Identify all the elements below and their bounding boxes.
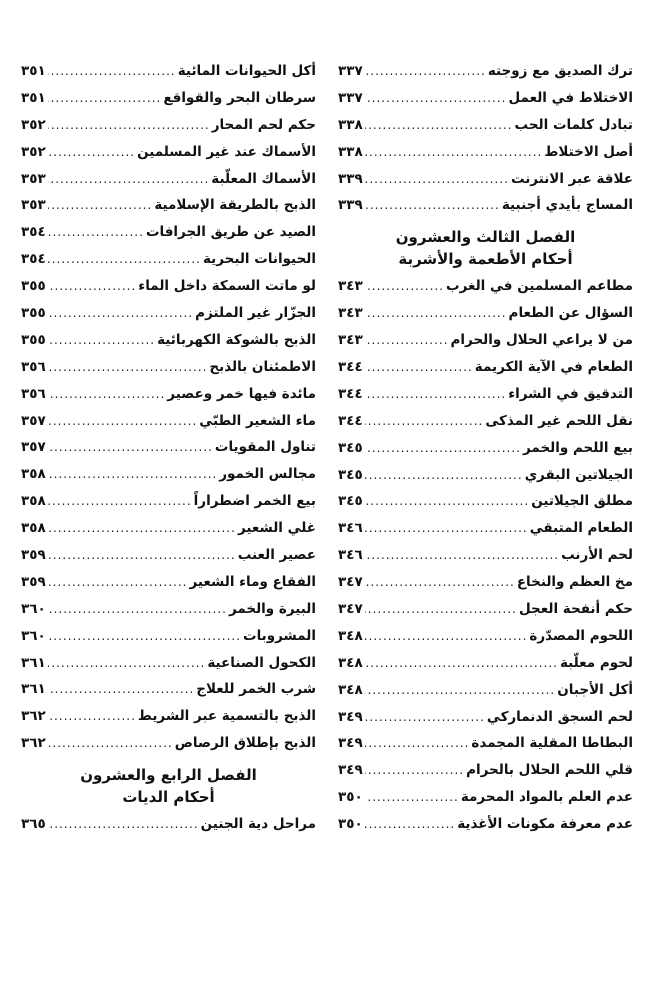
entry-title: الاختلاط في العمل [508, 89, 633, 106]
toc-entry [338, 816, 633, 843]
dot-leader [48, 575, 188, 589]
entry-page-number: ٣٣٧ [338, 89, 363, 106]
entry-title: لحم السجق الدنماركي [486, 708, 633, 725]
toc-entry [338, 682, 633, 709]
toc-entry [21, 628, 316, 655]
toc-column-right [338, 63, 633, 843]
toc-entry [338, 171, 633, 198]
dot-leader [365, 656, 558, 670]
toc-entry [21, 251, 316, 278]
dot-leader [365, 575, 515, 589]
entry-title: الذبح بالطريقة الإسلامية [154, 197, 316, 214]
entry-page-number: ٣٣٩ [338, 197, 363, 214]
dot-leader [365, 790, 459, 804]
entry-title: قلي اللحم الحلال بالحرام [466, 762, 633, 779]
dot-leader [48, 656, 206, 670]
toc-entry [338, 574, 633, 601]
entry-page-number: ٣٦٢ [21, 708, 46, 725]
toc-entry [21, 493, 316, 520]
dot-leader [365, 521, 528, 535]
toc-entry [21, 90, 316, 117]
toc-entry [338, 547, 633, 574]
toc-entry [338, 520, 633, 547]
dot-leader [365, 736, 470, 750]
toc-entry [338, 90, 633, 117]
toc-entry [338, 359, 633, 386]
entry-page-number: ٣٥٨ [21, 520, 46, 537]
toc-entry [21, 439, 316, 466]
dot-leader [48, 64, 176, 78]
dot-leader [365, 414, 484, 428]
dot-leader [48, 629, 241, 643]
entry-title: من لا يراعي الحلال والحرام [450, 332, 633, 349]
dot-leader [48, 172, 210, 186]
entry-page-number: ٣٥٤ [21, 224, 46, 241]
dot-leader [48, 306, 193, 320]
entry-page-number: ٣٥٢ [21, 143, 46, 160]
toc-entry [338, 735, 633, 762]
entry-page-number: ٣٤٦ [338, 547, 363, 564]
entry-title: أكل الحيوانات المائية [177, 63, 316, 79]
toc-entry [338, 601, 633, 628]
toc-entry [338, 386, 633, 413]
toc-entry [21, 574, 316, 601]
dot-leader [48, 709, 136, 723]
entry-page-number: ٣٤٦ [338, 520, 363, 537]
entry-page-number: ٣٤٣ [338, 278, 363, 295]
entry-title: غلي الشعير [237, 520, 316, 537]
entry-title: اللحوم المصدّرة [529, 627, 633, 644]
dot-leader [365, 817, 456, 831]
toc-list [21, 816, 316, 843]
toc-entry [21, 520, 316, 547]
chapter-heading: الفصل الثالث والعشرون [395, 228, 576, 247]
dot-leader [48, 145, 135, 159]
toc-entry [21, 547, 316, 574]
entry-page-number: ٣٥٠ [338, 816, 363, 833]
dot-leader [48, 494, 192, 508]
toc-entry [338, 467, 633, 494]
entry-title: المشروبات [243, 627, 316, 644]
dot-leader [48, 817, 199, 831]
toc-entry [338, 144, 633, 171]
entry-page-number: ٣٥٧ [21, 439, 46, 456]
dot-leader [48, 198, 153, 212]
entry-title: الفقاع وماء الشعير [189, 573, 316, 590]
dot-leader [365, 468, 523, 482]
entry-title: الاطمئنان بالذبح [209, 358, 316, 375]
toc-list [21, 63, 316, 762]
dot-leader [365, 145, 543, 159]
dot-leader [48, 414, 198, 428]
entry-title: بيع الخمر اضطراراً [193, 493, 316, 510]
entry-title: أكل الأجبان [557, 681, 633, 698]
dot-leader [365, 306, 507, 320]
entry-page-number: ٣٤٩ [338, 762, 363, 779]
entry-page-number: ٣٤٧ [338, 601, 363, 618]
entry-title: الطعام في الآية الكريمة [474, 359, 633, 376]
toc-entry [338, 413, 633, 440]
toc-entry [21, 466, 316, 493]
toc-entry [338, 440, 633, 467]
entry-page-number: ٣٤٨ [338, 681, 363, 698]
toc-entry [338, 789, 633, 816]
dot-leader [365, 548, 559, 562]
dot-leader [48, 225, 144, 239]
chapter-subtitle: أحكام الديات [122, 788, 215, 807]
entry-page-number: ٣٥٩ [21, 573, 46, 590]
chapter-subtitle: أحكام الأطعمة والأشربة [398, 250, 573, 269]
toc-entry [21, 117, 316, 144]
toc-entry [338, 332, 633, 359]
entry-page-number: ٣٦٠ [21, 627, 46, 644]
dot-leader [365, 602, 517, 616]
dot-leader [365, 333, 449, 347]
toc-entry [338, 762, 633, 789]
entry-page-number: ٣٥٥ [21, 331, 46, 348]
entry-title: مائدة فيها خمر وعصير [167, 385, 316, 402]
entry-page-number: ٣٦١ [21, 681, 46, 698]
toc-page [20, 63, 633, 843]
entry-title: الكحول الصناعية [207, 654, 316, 671]
entry-title: المساج بأيدي أجنبية [501, 197, 633, 214]
dot-leader [365, 494, 529, 508]
toc-entry [21, 708, 316, 735]
toc-entry [21, 278, 316, 305]
toc-column-left [21, 63, 316, 843]
toc-entry [338, 278, 633, 305]
entry-title: سرطان البحر والقواقع [163, 89, 316, 106]
entry-page-number: ٣٥١ [21, 63, 46, 79]
entry-title: الذبح بالتسمية عبر الشريط [137, 708, 316, 725]
dot-leader [365, 64, 486, 78]
entry-page-number: ٣٤٩ [338, 735, 363, 752]
entry-page-number: ٣٣٧ [338, 63, 363, 79]
entry-page-number: ٣٥٢ [21, 116, 46, 133]
toc-entry [21, 144, 316, 171]
dot-leader [48, 521, 236, 535]
entry-page-number: ٣٤٤ [338, 359, 363, 376]
dot-leader [48, 360, 208, 374]
entry-page-number: ٣٦٠ [21, 600, 46, 617]
toc-entry [21, 305, 316, 332]
toc-entry [338, 493, 633, 520]
dot-leader [365, 387, 506, 401]
entry-title: أصل الاختلاط [544, 143, 633, 160]
toc-entry [21, 413, 316, 440]
entry-title: الأسماك عند غير المسلمين [137, 143, 316, 160]
toc-entry [21, 601, 316, 628]
toc-entry [338, 63, 633, 90]
entry-page-number: ٣٣٩ [338, 170, 363, 187]
dot-leader [365, 360, 473, 374]
dot-leader [48, 602, 227, 616]
dot-leader [365, 763, 464, 777]
entry-title: ماء الشعير الطبّي [199, 412, 316, 429]
entry-page-number: ٣٤٥ [338, 466, 363, 483]
toc-entry [338, 709, 633, 736]
toc-entry [21, 359, 316, 386]
entry-page-number: ٣٥٦ [21, 385, 46, 402]
entry-page-number: ٣٥٧ [21, 412, 46, 429]
entry-page-number: ٣٤٣ [338, 332, 363, 349]
toc-entry [21, 63, 316, 90]
entry-title: ترك الصديق مع زوجته [487, 63, 633, 79]
entry-page-number: ٣٦٥ [21, 816, 46, 833]
entry-page-number: ٣٤٤ [338, 385, 363, 402]
entry-title: عدم العلم بالمواد المحرمة [460, 789, 633, 806]
dot-leader [48, 682, 195, 696]
toc-list [338, 63, 633, 224]
toc-entry [338, 197, 633, 224]
entry-title: الأسماك المعلّبة [211, 170, 316, 187]
dot-leader [48, 91, 162, 105]
entry-page-number: ٣٥٣ [21, 197, 46, 214]
entry-title: مطاعم المسلمين في الغرب [446, 278, 633, 295]
entry-title: مراحل دية الجنين [200, 816, 316, 833]
entry-page-number: ٣٥٨ [21, 493, 46, 510]
dot-leader [365, 118, 513, 132]
entry-page-number: ٣٥٩ [21, 547, 46, 564]
toc-entry [21, 224, 316, 251]
entry-page-number: ٣٦٢ [21, 735, 46, 752]
dot-leader [48, 736, 173, 750]
toc-entry [21, 171, 316, 198]
entry-title: الذبح بإطلاق الرصاص [174, 735, 316, 752]
entry-title: تناول المقويات [214, 439, 316, 456]
dot-leader [365, 172, 509, 186]
entry-page-number: ٣٦١ [21, 654, 46, 671]
entry-title: حكم لحم المحار [211, 116, 316, 133]
entry-page-number: ٣٤٥ [338, 439, 363, 456]
dot-leader [48, 387, 166, 401]
entry-title: البيرة والخمر [228, 600, 316, 617]
entry-title: الصيد عن طريق الجرافات [145, 224, 316, 241]
entry-page-number: ٣٥٥ [21, 305, 46, 322]
dot-leader [48, 333, 155, 347]
entry-page-number: ٣٤٧ [338, 574, 363, 591]
dot-leader [365, 441, 521, 455]
toc-list [338, 278, 633, 843]
dot-leader [365, 710, 485, 724]
toc-entry [338, 655, 633, 682]
toc-entry [21, 681, 316, 708]
entry-page-number: ٣٥٥ [21, 278, 46, 295]
dot-leader [48, 279, 137, 293]
entry-title: حكم أنفحة العجل [519, 601, 633, 618]
entry-page-number: ٣٤٨ [338, 627, 363, 644]
entry-title: لحوم معلّبة [559, 654, 633, 671]
entry-page-number: ٣٤٣ [338, 305, 363, 322]
toc-entry [21, 386, 316, 413]
entry-title: تبادل كلمات الحب [514, 116, 633, 133]
entry-title: بيع اللحم والخمر [523, 439, 633, 456]
entry-title: مخ العظم والنخاع [516, 574, 633, 591]
entry-page-number: ٣٥٤ [21, 251, 46, 268]
dot-leader [48, 548, 236, 562]
toc-entry [21, 332, 316, 359]
entry-page-number: ٣٣٨ [338, 143, 363, 160]
entry-title: التدقيق في الشراء [508, 385, 633, 402]
dot-leader [48, 467, 218, 481]
toc-entry [21, 197, 316, 224]
entry-title: عدم معرفة مكونات الأغذية [457, 816, 633, 833]
entry-title: البطاطا المقلية المجمدة [471, 735, 633, 752]
entry-title: السؤال عن الطعام [508, 305, 633, 322]
entry-title: الحيوانات البحرية [202, 251, 316, 268]
dot-leader [365, 683, 556, 697]
entry-title: شرب الخمر للعلاج [196, 681, 316, 698]
toc-entry [21, 816, 316, 843]
entry-title: لحم الأرنب [561, 547, 633, 564]
entry-page-number: ٣٤٥ [338, 493, 363, 510]
entry-page-number: ٣٣٨ [338, 116, 363, 133]
entry-title: مطلق الجيلاتين [531, 493, 633, 510]
toc-entry [338, 117, 633, 144]
entry-title: الذبح بالشوكة الكهربائية [157, 331, 316, 348]
chapter-heading: الفصل الرابع والعشرون [80, 766, 257, 785]
entry-title: الجيلاتين البقري [524, 466, 633, 483]
dot-leader [365, 91, 507, 105]
entry-page-number: ٣٤٤ [338, 412, 363, 429]
dot-leader [48, 440, 213, 454]
entry-page-number: ٣٤٨ [338, 654, 363, 671]
dot-leader [365, 198, 500, 212]
toc-entry [338, 628, 633, 655]
entry-title: الجزّار غير الملتزم [195, 305, 316, 322]
toc-entry [21, 655, 316, 682]
entry-title: الطعام المتبقي [529, 520, 633, 537]
entry-page-number: ٣٥٨ [21, 466, 46, 483]
entry-title: نقل اللحم غير المذكى [485, 412, 633, 429]
dot-leader [365, 629, 528, 643]
dot-leader [48, 252, 201, 266]
entry-page-number: ٣٥٦ [21, 358, 46, 375]
dot-leader [48, 118, 210, 132]
entry-title: عصير العنب [237, 547, 316, 564]
toc-entry [21, 735, 316, 762]
entry-page-number: ٣٥١ [21, 89, 46, 106]
entry-title: علاقة عبر الانترنت [510, 170, 633, 187]
entry-page-number: ٣٥٣ [21, 170, 46, 187]
toc-entry [338, 305, 633, 332]
entry-page-number: ٣٤٩ [338, 708, 363, 725]
entry-page-number: ٣٥٠ [338, 789, 363, 806]
entry-title: لو ماتت السمكة داخل الماء [138, 278, 316, 295]
entry-title: مجالس الخمور [219, 466, 316, 483]
dot-leader [365, 279, 444, 293]
